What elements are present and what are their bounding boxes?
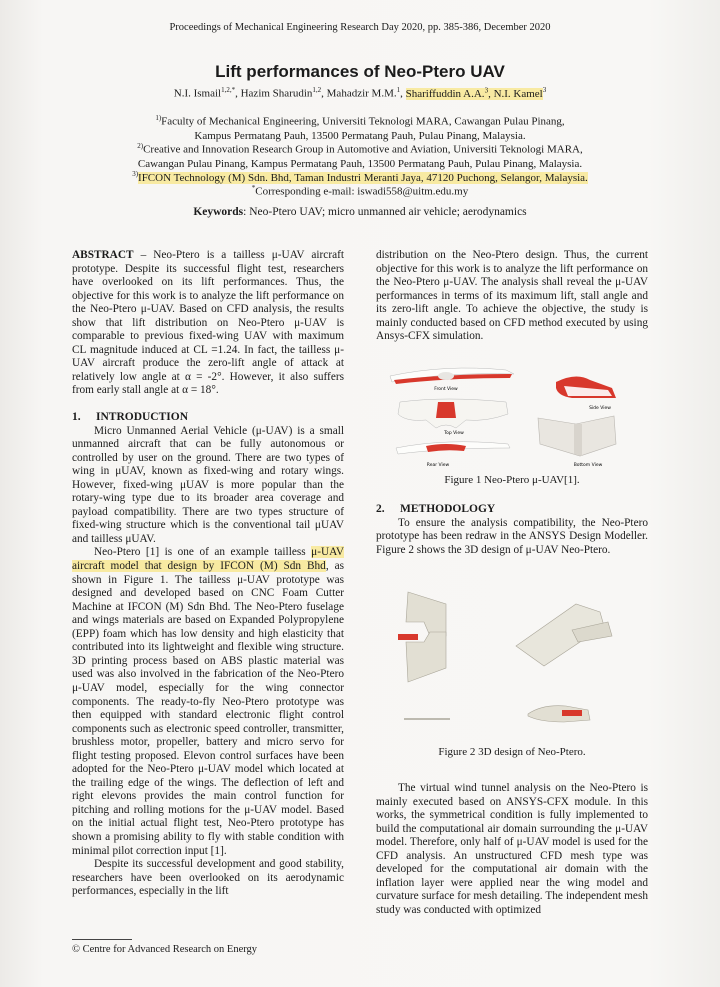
cad-isometric-view-image: [516, 604, 612, 666]
uav-rear-view-image: [396, 442, 510, 454]
right-column-methodology: [376, 503, 648, 557]
right-column-top: [376, 249, 648, 344]
uav-side-view-image: [556, 376, 616, 398]
affiliation-3: $^{3)}$IFCON Technology (M) Sdn. Bhd, Taman Industri Meranti Jaya, 47120 Puchong, Selangor, Malaysia.: [132, 170, 588, 184]
fig1-top-label: Top View: [444, 431, 464, 436]
cad-top-view-image: [398, 592, 446, 682]
copyright-footer: © Centre for Advanced Research on Energy: [72, 944, 258, 955]
affiliation-1: $^{1)}$Faculty of Mechanical Engineering, Universiti Teknologi MARA, Cawangan Pulau Pinang, Kampus Permatang Pauh, 13500 Permatang Pauh, Pulau Pinang, Malaysia.: [155, 114, 565, 142]
intro-paragraph-2: Neo-Ptero [1] is one of an example tailless μ-UAV aircraft model that design by IFCON (M) Sdn Bhd, as shown in Figure 1. The tailless μ-UAV prototype was designed and developed based on CNC Foam Cutter Machine at IFCON (M) Sdn Bhd. The Neo-Ptero fuselage and wings materials are based on Expanded Polypropylene (EPP) foam which has low density and high elasticity that contributed into its lightweight and flexible wing structure. 3D printing process based on ABS plastic material was used was also involved in the fabrication of the Neo-Ptero μ-UAV model, especially for the wing connector components. The ready-to-fly Neo-Ptero prototype was then equipped with standard electronic flight control components such as electronic speed controller, transmitter, brushless motor, propeller, battery and micro servo for flight testing proposed. Elevon control surfaces have been adopted for the Neo-Ptero μ-UAV model which located at the trailing edge of the wings. The deflection of left and right elevons provides the main control function for pitching and rolling motions for the μ-UAV model. Based on the initial actual flight test, Neo-Ptero prototype has shown a promising ability to fly with stable condition with minimal pilot correction input [1].: [72, 546, 345, 857]
fig1-bottom-label: Bottom View: [573, 463, 603, 468]
cad-front-view-image: [404, 718, 450, 720]
footnote-rule: [72, 939, 132, 940]
cad-side-view-image: [528, 706, 590, 722]
section-heading-introduction: 1. INTRODUCTION: [72, 411, 189, 424]
abstract: ABSTRACT – Neo-Ptero is a tailless μ-UAV aircraft prototype. Despite its successful flight test, researchers have overlooked on its lift performances. Thus, the objective for this work is to analyze the lift performance on the Neo-Ptero μ-UAV. Based on CFD analysis, the results show that lift distribution on Neo-Ptero μ-UAV is comparable to previous fixed-wing UAV with maximum CL magnitude induced at CL =1.24. In fact, the tailless μ-UAV aircraft produce the zero-lift angle of attack at relatively low angle at α = -2°. However, it also suffers from early stall angle at α = 18°.: [72, 249, 344, 397]
figure-2-3d-design: [376, 582, 648, 732]
fig1-front-label: Front View: [434, 387, 458, 392]
keywords-line: Keywords: Neo-Ptero UAV; micro unmanned air vehicle; aerodynamics: [193, 206, 527, 218]
paper-title: Lift performances of Neo-Ptero UAV: [215, 62, 505, 81]
uav-top-view-image: [398, 399, 508, 428]
affiliation-2: $^{2)}$Creative and Innovation Research Group in Automotive and Aviation, Universiti Teknologi MARA, Cawangan Pulau Pinang, Kampus Permatang Pauh, 13500 Permatang Pauh, Pulau Pinang, Malaysia.: [137, 142, 583, 170]
intro-paragraph-3: Despite its successful development and good stability, researchers have been overlooked on its aerodynamic performances, especially in the lift: [72, 858, 344, 898]
intro-continuation: distribution on the Neo-Ptero design. Thus, the current objective for this work is to analyze the lift performance on the Neo-Ptero μ-UAV. The analysis shall reveal the μ-UAV performances in terms of its maximum lift, stall angle and its zero-lift angle. To achieve the objective, the study is mainly conducted based on CFD method executed by using Ansys-CFX simulation.: [376, 249, 648, 343]
author-list: N.I. Ismail$^{1,2,*}$, Hazim Sharudin$^{1,2}$, Mahadzir M.M.$^1$, Shariffuddin A.A.$^3$, N.I. Kamel$^3$: [173, 86, 547, 100]
figure-1-photos: [376, 358, 648, 470]
author-name: Shariffuddin A.A.: [405, 87, 485, 100]
section-heading-methodology: 2. METHODOLOGY: [376, 503, 496, 515]
intro-paragraph-1: Micro Unmanned Aerial Vehicle (μ-UAV) is a small unmanned aircraft that can be fully autonomous or controlled by user on the ground. There are two types of wing in μUAV, known as fixed-wing and rotary wings. However, fixed-wing μUAV is more popular than the rotary-wing type due to its broader area coverage and payload compatibility. There are two types structure of fixed-wing structure which is the conventional tail μUAV and tailless μUAV.: [72, 424, 344, 545]
methodology-paragraph-1: To ensure the analysis compatibility, the Neo-Ptero prototype has been redraw in the ANSYS Design Modeller. Figure 2 shows the 3D design of μ-UAV Neo-Ptero.: [376, 516, 648, 556]
uav-bottom-view-image: [538, 416, 616, 456]
fig1-rear-label: Rear View: [426, 463, 450, 468]
author-name: N.I. Kamel: [493, 87, 543, 100]
author-name: Hazim Sharudin: [240, 87, 313, 100]
proceedings-header: Proceedings of Mechanical Engineering Research Day 2020, pp. 385-386, December 2020: [169, 22, 551, 33]
fig1-side-label: Side View: [589, 406, 611, 411]
author-name: Mahadzir M.M.: [326, 87, 397, 100]
author-name: N.I. Ismail: [173, 87, 222, 100]
methodology-paragraph-2: The virtual wind tunnel analysis on the Neo-Ptero is mainly executed based on ANSYS-CFX module. In this works, the symmetrical condition is fully implemented to build the computational air domain surrounding the μ-UAV model. Therefore, only half of μ-UAV model is used for the CFD analysis. An unstructured CFD mesh type was developed for the computational air domain with the inflation layer were applied near the wing model and curvature surface for mesh detailing. The independent mesh study was conducted with optimized: [376, 782, 648, 916]
right-column-bottom: [376, 782, 648, 917]
figure-1-caption: Figure 1 Neo-Ptero μ-UAV[1].: [444, 474, 580, 486]
uav-front-view-image: [390, 368, 514, 384]
left-column: [72, 249, 344, 899]
corresponding-email: *Corresponding e-mail: iswadi558@uitm.edu.my: [251, 184, 469, 198]
figure-2-caption: Figure 2 3D design of Neo-Ptero.: [438, 746, 586, 758]
